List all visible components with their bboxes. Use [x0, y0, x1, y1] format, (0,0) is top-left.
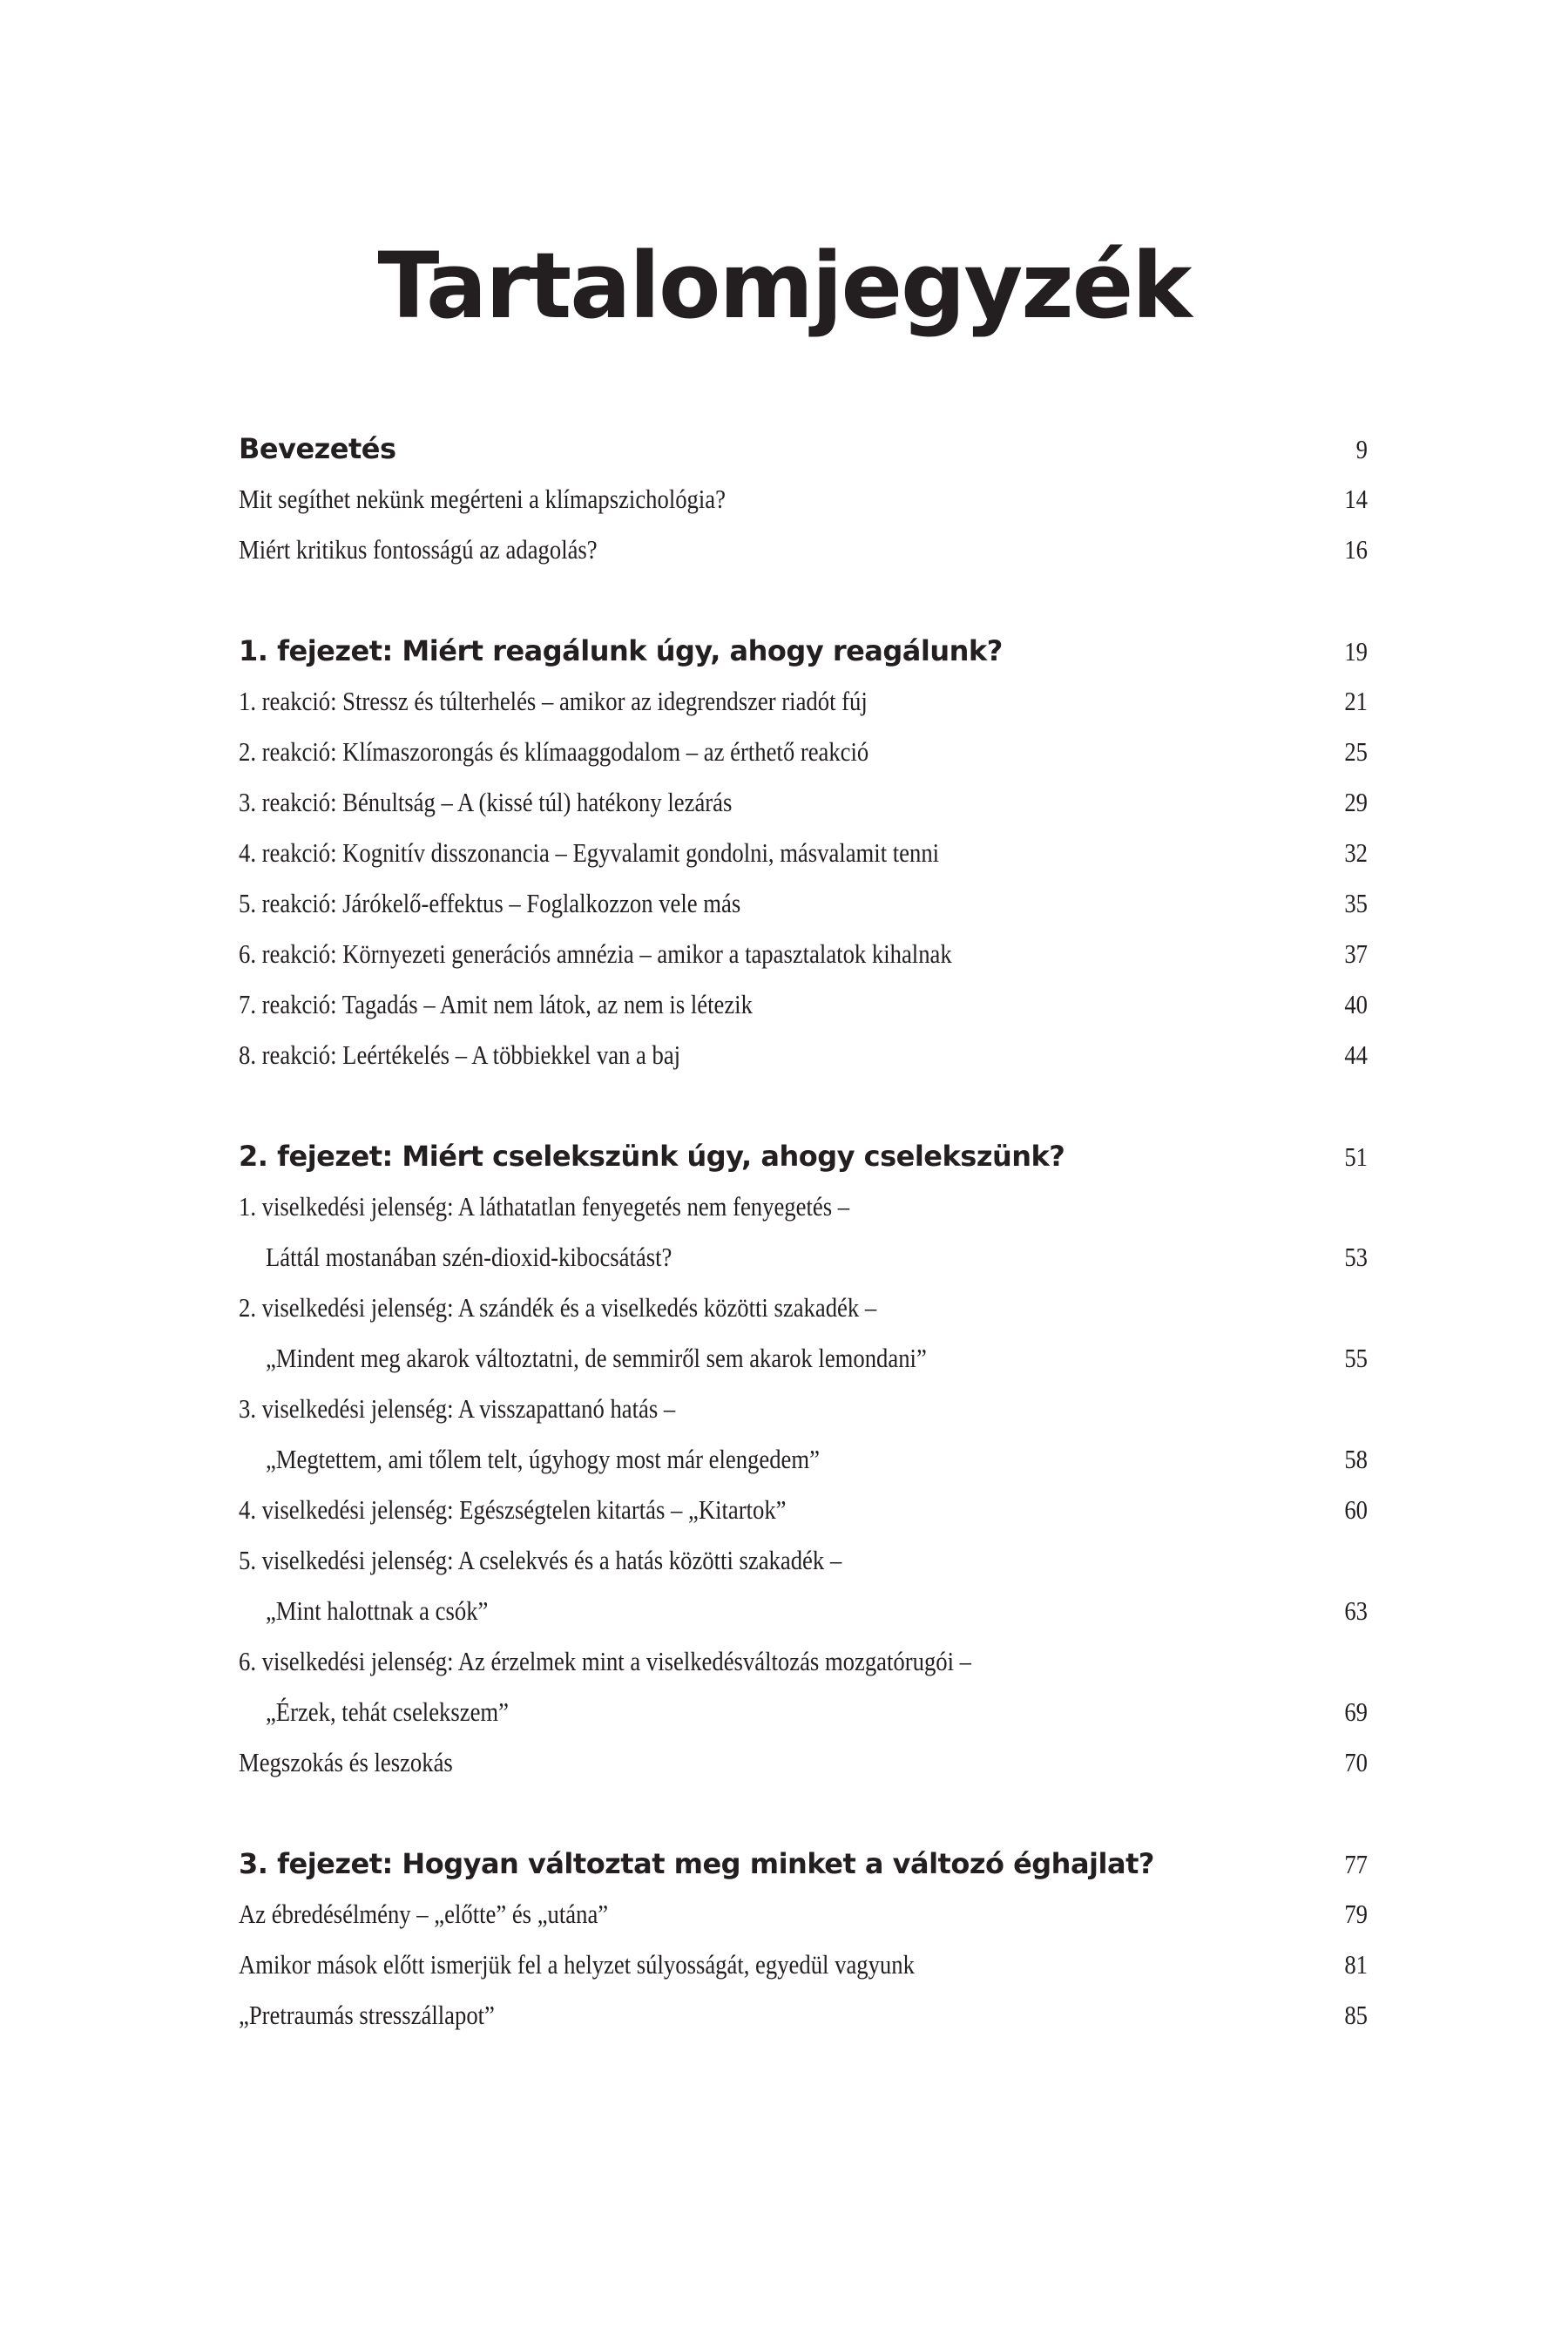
toc-entry-title: 2. reakció: Klímaszorongás és klímaaggodalom – az érthető reakció — [239, 736, 869, 767]
toc-entry-title: „Mindent meg akarok változtatni, de semmiről sem akarok lemondani” — [265, 1343, 927, 1373]
toc-entry-title: 3. reakció: Bénultság – A (kissé túl) hatékony lezárás — [239, 787, 733, 817]
toc-entry[interactable] — [239, 1737, 1368, 1788]
toc-entry[interactable] — [239, 1283, 1368, 1333]
toc-chapter-heading[interactable] — [239, 423, 1368, 474]
toc-entry-continuation[interactable] — [239, 1687, 1368, 1737]
toc-entry[interactable] — [239, 1939, 1368, 1990]
toc-page-number: 9 — [1355, 434, 1368, 464]
toc-page-number: 85 — [1344, 2000, 1368, 2030]
toc-entry-title: 2. fejezet: Miért cselekszünk úgy, ahogy cselekszünk? — [239, 1140, 1065, 1173]
toc-entry-title: Miért kritikus fontosságú az adagolás? — [239, 534, 598, 565]
page-title: Tartalomjegyzék — [377, 233, 1191, 339]
toc-page-number: 37 — [1344, 938, 1368, 969]
toc-entry-title: 4. reakció: Kognitív disszonancia – Egyvalamit gondolni, másvalamit tenni — [239, 837, 940, 868]
toc-page-number: 70 — [1344, 1747, 1368, 1777]
toc-page-number: 58 — [1344, 1444, 1368, 1474]
toc-page-number: 16 — [1344, 534, 1368, 565]
toc-entry-title: 3. fejezet: Hogyan változtat meg minket a változó éghajlat? — [239, 1847, 1154, 1880]
toc-page-number: 14 — [1344, 484, 1368, 514]
toc-entry-title: 4. viselkedési jelenség: Egészségtelen kitartás – „Kitartok” — [239, 1494, 787, 1525]
toc-page-number: 81 — [1344, 1949, 1368, 1980]
toc-entry-title: 8. reakció: Leértékelés – A többiekkel van a baj — [239, 1039, 681, 1070]
toc-entry-title: 5. reakció: Járókelő-effektus – Foglalkozzon vele más — [239, 888, 741, 918]
toc-page-number: 60 — [1344, 1494, 1368, 1525]
toc-page-number: 77 — [1344, 1849, 1368, 1879]
toc-entry-continuation[interactable] — [239, 1333, 1368, 1384]
toc-chapter-heading[interactable] — [239, 1131, 1368, 1181]
toc-entry-title: 1. fejezet: Miért reagálunk úgy, ahogy reagálunk? — [239, 634, 1003, 667]
toc-entry[interactable] — [239, 1030, 1368, 1080]
toc-entry[interactable] — [239, 1889, 1368, 1939]
toc-entry-title: 6. viselkedési jelenség: Az érzelmek mint a viselkedésváltozás mozgatórugói – — [239, 1646, 972, 1676]
toc-entry[interactable] — [239, 1384, 1368, 1434]
toc-page-number: 53 — [1344, 1242, 1368, 1272]
toc-entry-title: „Pretraumás stresszállapot” — [239, 2000, 495, 2030]
toc-page-number: 69 — [1344, 1696, 1368, 1727]
section-spacer — [239, 1788, 1368, 1838]
toc-entry-title: „Érzek, tehát cselekszem” — [265, 1696, 509, 1727]
toc-entry[interactable] — [239, 1535, 1368, 1586]
toc-entry[interactable] — [239, 1636, 1368, 1687]
toc-entry[interactable] — [239, 474, 1368, 525]
toc-entry-continuation[interactable] — [239, 1232, 1368, 1283]
toc-entry[interactable] — [239, 979, 1368, 1030]
toc-entry[interactable] — [239, 777, 1368, 828]
toc-entry[interactable] — [239, 1181, 1368, 1232]
toc-chapter-heading[interactable] — [239, 626, 1368, 676]
toc-chapter-heading[interactable] — [239, 1838, 1368, 1889]
toc-entry-title: Amikor mások előtt ismerjük fel a helyzet súlyosságát, egyedül vagyunk — [239, 1949, 915, 1980]
section-spacer — [239, 575, 1368, 626]
toc-page-number: 40 — [1344, 989, 1368, 1019]
toc-entry[interactable] — [239, 727, 1368, 777]
toc-entry-title: 7. reakció: Tagadás – Amit nem látok, az nem is létezik — [239, 989, 753, 1019]
toc-entry-title: 5. viselkedési jelenség: A cselekvés és a hatás közötti szakadék – — [239, 1545, 842, 1575]
toc-page-number: 35 — [1344, 888, 1368, 918]
toc-entry[interactable] — [239, 676, 1368, 727]
toc-entry-title: Láttál mostanában szén-dioxid-kibocsátást? — [265, 1242, 672, 1272]
toc-page-number: 63 — [1344, 1595, 1368, 1626]
toc-page-number: 79 — [1344, 1899, 1368, 1929]
toc-page-number: 21 — [1344, 686, 1368, 716]
toc-page-number: 32 — [1344, 837, 1368, 868]
toc-entry-title: „Megtettem, ami tőlem telt, úgyhogy most már elengedem” — [265, 1444, 820, 1474]
toc-page-number: 19 — [1344, 636, 1368, 667]
toc-page-number: 51 — [1344, 1141, 1368, 1172]
toc-entry-title: Az ébredésélmény – „előtte” és „utána” — [239, 1899, 609, 1929]
toc-entry-title: 1. reakció: Stressz és túlterhelés – amikor az idegrendszer riadót fúj — [239, 686, 868, 716]
toc-entry-title: Mit segíthet nekünk megérteni a klímapszichológia? — [239, 484, 726, 514]
toc-entry-title: 3. viselkedési jelenség: A visszapattanó hatás – — [239, 1393, 676, 1424]
toc-entry[interactable] — [239, 929, 1368, 979]
toc-entry-title: 6. reakció: Környezeti generációs amnézia – amikor a tapasztalatok kihalnak — [239, 938, 952, 969]
toc-entry[interactable] — [239, 1990, 1368, 2041]
toc-entry-title: 2. viselkedési jelenség: A szándék és a viselkedés közötti szakadék – — [239, 1292, 877, 1323]
toc-page-number: 29 — [1344, 787, 1368, 817]
toc-entry-title: Bevezetés — [239, 432, 396, 465]
table-of-contents — [239, 423, 1368, 2041]
toc-entry[interactable] — [239, 1485, 1368, 1535]
toc-entry-title: „Mint halottnak a csók” — [265, 1595, 489, 1626]
toc-entry-title: Megszokás és leszokás — [239, 1747, 453, 1777]
toc-entry-continuation[interactable] — [239, 1434, 1368, 1485]
toc-page-number: 44 — [1344, 1039, 1368, 1070]
toc-entry[interactable] — [239, 525, 1368, 575]
toc-page-number: 25 — [1344, 736, 1368, 767]
toc-entry-continuation[interactable] — [239, 1586, 1368, 1636]
section-spacer — [239, 1080, 1368, 1131]
toc-entry[interactable] — [239, 828, 1368, 878]
toc-entry-title: 1. viselkedési jelenség: A láthatatlan fenyegetés nem fenyegetés – — [239, 1191, 850, 1222]
toc-entry[interactable] — [239, 878, 1368, 929]
toc-page-number: 55 — [1344, 1343, 1368, 1373]
